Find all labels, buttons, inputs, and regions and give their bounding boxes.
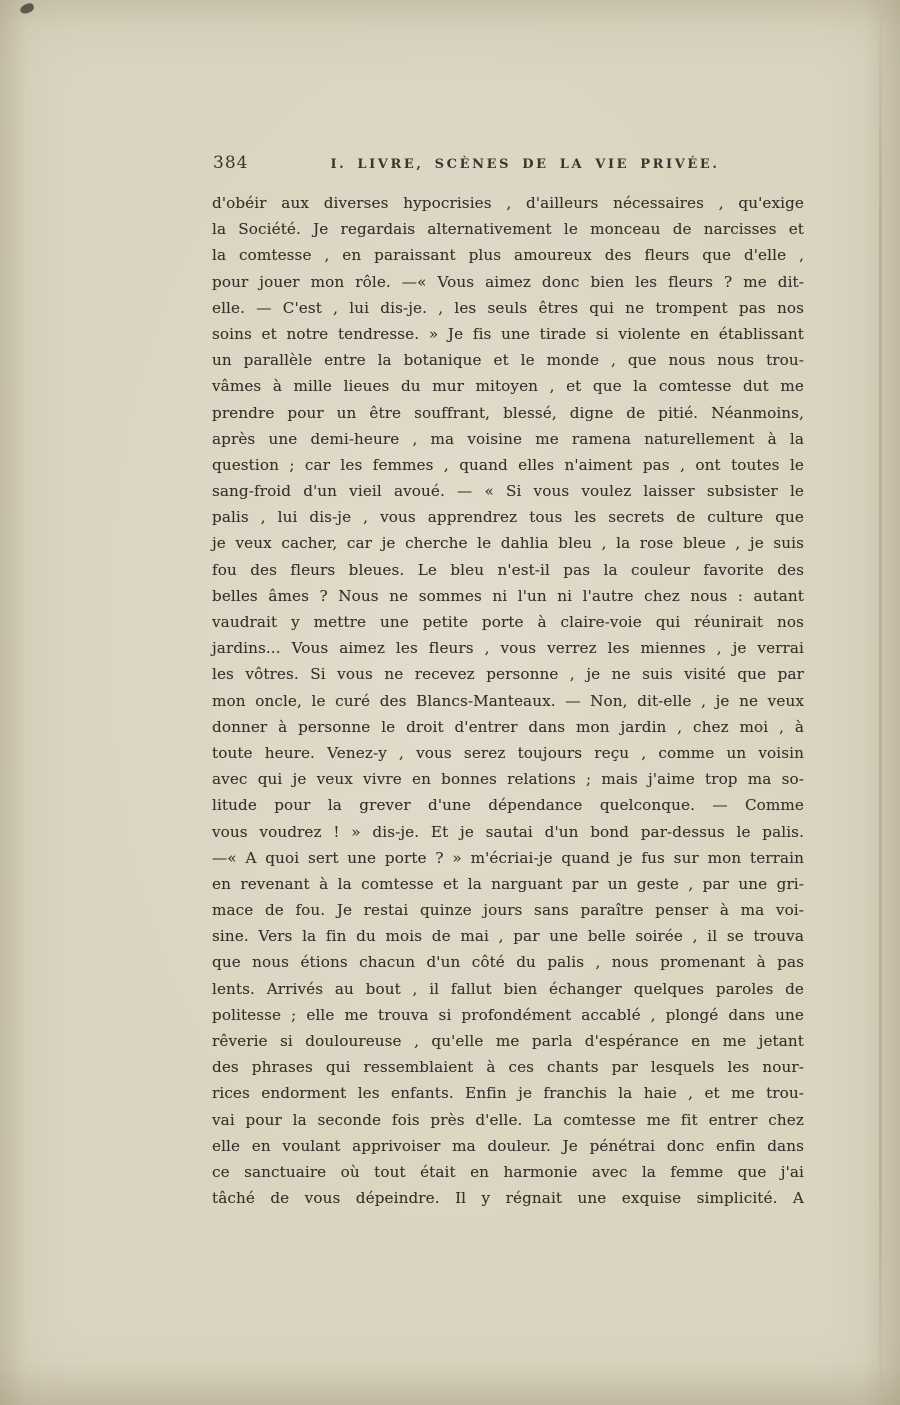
text-line: lents. Arrivés au bout , il fallut bien échanger quelques paroles de	[212, 979, 804, 998]
text-line: jardins... Vous aimez les fleurs , vous verrez les miennes , je verrai	[212, 639, 804, 658]
text-line: mon oncle, le curé des Blancs-Manteaux. — Non, dit-elle , je ne veux	[212, 691, 804, 710]
page-number: 384	[213, 153, 249, 173]
text-line: les vôtres. Si vous ne recevez personne , je ne suis visité que par	[212, 665, 804, 684]
text-line: rêverie si douloureuse , qu'elle me parla d'espérance en me jetant	[212, 1032, 804, 1050]
text-line: avec qui je veux vivre en bonnes relations ; mais j'aime trop ma so-	[212, 770, 804, 789]
text-line: question ; car les femmes , quand elles n'aiment pas , ont toutes le	[212, 455, 804, 474]
text-line: mace de fou. Je restai quinze jours sans paraître penser à ma voi-	[212, 901, 804, 920]
text-line: belles âmes ? Nous ne sommes ni l'un ni l'autre chez nous : autant	[212, 586, 804, 605]
body-text	[212, 190, 804, 1211]
text-line: rices endorment les enfants. Enfin je franchis la haie , et me trou-	[212, 1084, 804, 1103]
text-line: elle. — C'est , lui dis-je. , les seuls êtres qui ne trompent pas nos	[212, 298, 804, 317]
text-line: fou des fleurs bleues. Le bleu n'est-il pas la couleur favorite des	[212, 560, 804, 579]
text-line: vâmes à mille lieues du mur mitoyen , et que la comtesse dut me	[212, 377, 804, 396]
running-title: I. LIVRE, SCÈNES DE LA VIE PRIVÉE.	[330, 157, 720, 172]
text-line: en revenant à la comtesse et la narguant par un geste , par une gri-	[212, 874, 804, 893]
text-line: elle en voulant apprivoiser ma douleur. Je pénétrai donc enfin dans	[212, 1136, 804, 1155]
text-line: des phrases qui ressemblaient à ces chants par lesquels les nour-	[212, 1058, 804, 1077]
text-line: que nous étions chacun d'un côté du palis , nous promenant à pas	[212, 953, 804, 972]
text-line: donner à personne le droit d'entrer dans mon jardin , chez moi , à	[212, 717, 804, 736]
text-line: prendre pour un être souffrant, blessé, digne de pitié. Néanmoins,	[212, 403, 804, 422]
scan-artifact-speck	[19, 2, 35, 15]
text-line: litude pour la grever d'une dépendance quelconque. — Comme	[212, 796, 804, 815]
text-line: après une demi-heure , ma voisine me ramena naturellement à la	[212, 429, 804, 448]
text-line: toute heure. Venez-y , vous serez toujours reçu , comme un voisin	[212, 743, 804, 762]
text-line: sang-froid d'un vieil avoué. — « Si vous voulez laisser subsister le	[212, 482, 804, 501]
text-line: vous voudrez ! » dis-je. Et je sautai d'un bond par-dessus le palis.	[212, 822, 804, 841]
page-edge-shadow	[879, 0, 882, 1405]
text-line: je veux cacher, car je cherche le dahlia bleu , la rose bleue , je suis	[212, 534, 804, 553]
text-line: ce sanctuaire où tout était en harmonie avec la femme que j'ai	[212, 1162, 804, 1181]
text-line: d'obéir aux diverses hypocrisies , d'ailleurs nécessaires , qu'exige	[212, 194, 804, 212]
text-line: la comtesse , en paraissant plus amoureux des fleurs que d'elle ,	[212, 246, 804, 265]
text-line: tâché de vous dépeindre. Il y régnait une exquise simplicité. A	[212, 1189, 804, 1208]
text-line: un parallèle entre la botanique et le monde , que nous nous trou-	[212, 351, 804, 370]
text-line: vai pour la seconde fois près d'elle. La comtesse me fit entrer chez	[212, 1110, 804, 1129]
text-line: —« A quoi sert une porte ? » m'écriai-je quand je fus sur mon terrain	[212, 848, 804, 867]
running-header	[213, 153, 803, 173]
text-line: soins et notre tendresse. » Je fis une tirade si violente en établissant	[212, 324, 804, 343]
text-line: politesse ; elle me trouva si profondément accablé , plongé dans une	[212, 1005, 804, 1024]
text-line: la Société. Je regardais alternativement le monceau de narcisses et	[212, 220, 804, 239]
text-line: vaudrait y mettre une petite porte à claire-voie qui réunirait nos	[212, 613, 804, 631]
text-line: palis , lui dis-je , vous apprendrez tous les secrets de culture que	[212, 508, 804, 527]
text-line: sine. Vers la fin du mois de mai , par une belle soirée , il se trouva	[212, 927, 804, 946]
text-line: pour jouer mon rôle. —« Vous aimez donc bien les fleurs ? me dit-	[212, 272, 804, 291]
